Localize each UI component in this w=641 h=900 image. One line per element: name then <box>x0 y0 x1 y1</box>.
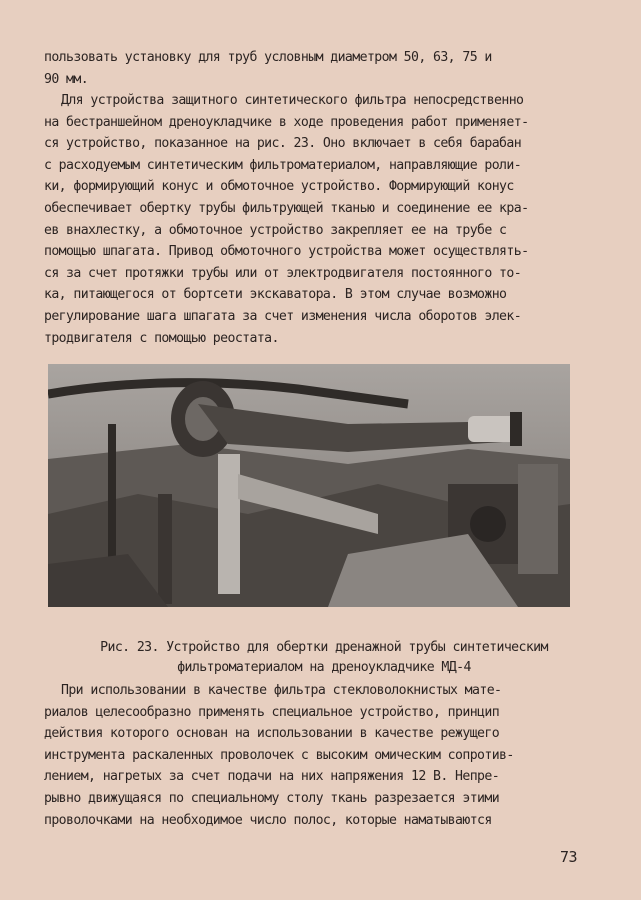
text-line: действия которого основан на использовании в качестве режущего <box>44 726 500 742</box>
page-number: 73 <box>560 848 578 866</box>
text-line: инструмента раскаленных проволочек с высоким омическим сопротив- <box>44 747 514 763</box>
text-line: ся за счет протяжки трубы или от электродвигателя постоянного то- <box>44 265 522 281</box>
figure-photo <box>48 364 570 607</box>
text-line: пользовать установку для труб условным диаметром 50, 63, 75 и <box>44 50 492 65</box>
caption-line: Рис. 23. Устройство для обертки дренажной трубы синтетическим <box>100 640 548 655</box>
text-line: ев внахлестку, а обмоточное устройство закрепляет ее на трубе с <box>44 222 507 238</box>
text-line: ка, питающегося от бортсети экскаватора. В этом случае возможно <box>44 287 507 303</box>
machine-photo-illustration <box>48 364 570 607</box>
text-line: 90 мм. <box>44 71 89 87</box>
paragraph-fiberglass-filter <box>44 680 592 831</box>
text-line: При использовании в качестве фильтра стекловолокнистых мате- <box>61 683 502 698</box>
caption-line: фильтроматериалом на дреноукладчике МД-4 <box>177 660 471 675</box>
text-line: ки, формирующий конус и обмоточное устройство. Формирующий конус <box>44 179 514 195</box>
text-line: ся устройство, показанное на рис. 23. Оно включает в себя барабан <box>44 136 522 152</box>
paragraph-continuation <box>44 47 592 90</box>
text-line: риалов целесообразно применять специальное устройство, принцип <box>44 704 500 720</box>
text-line: Для устройства защитного синтетического фильтра непосредственно <box>61 93 524 108</box>
text-line: на бестраншейном дреноукладчике в ходе проведения работ применяет- <box>44 114 529 130</box>
text-line: проволочками на необходимое число полос, которые наматываются <box>44 812 492 828</box>
text-line: обеспечивает обертку трубы фильтрующей тканью и соединение ее кра- <box>44 200 529 216</box>
paragraph-filter-device <box>44 90 592 349</box>
text-line: лением, нагретых за счет подачи на них напряжения 12 В. Непре- <box>44 769 500 785</box>
text-line: регулирование шага шпагата за счет изменения числа оборотов элек- <box>44 308 522 324</box>
text-line: помощью шпагата. Привод обмоточного устройства может осуществлять- <box>44 244 529 260</box>
figure-caption <box>44 638 604 678</box>
text-line: с расходуемым синтетическим фильтроматериалом, направляющие роли- <box>44 157 522 173</box>
text-line: рывно движущаяся по специальному столу ткань разрезается этими <box>44 790 500 806</box>
text-line: тродвигателя с помощью реостата. <box>44 330 279 346</box>
